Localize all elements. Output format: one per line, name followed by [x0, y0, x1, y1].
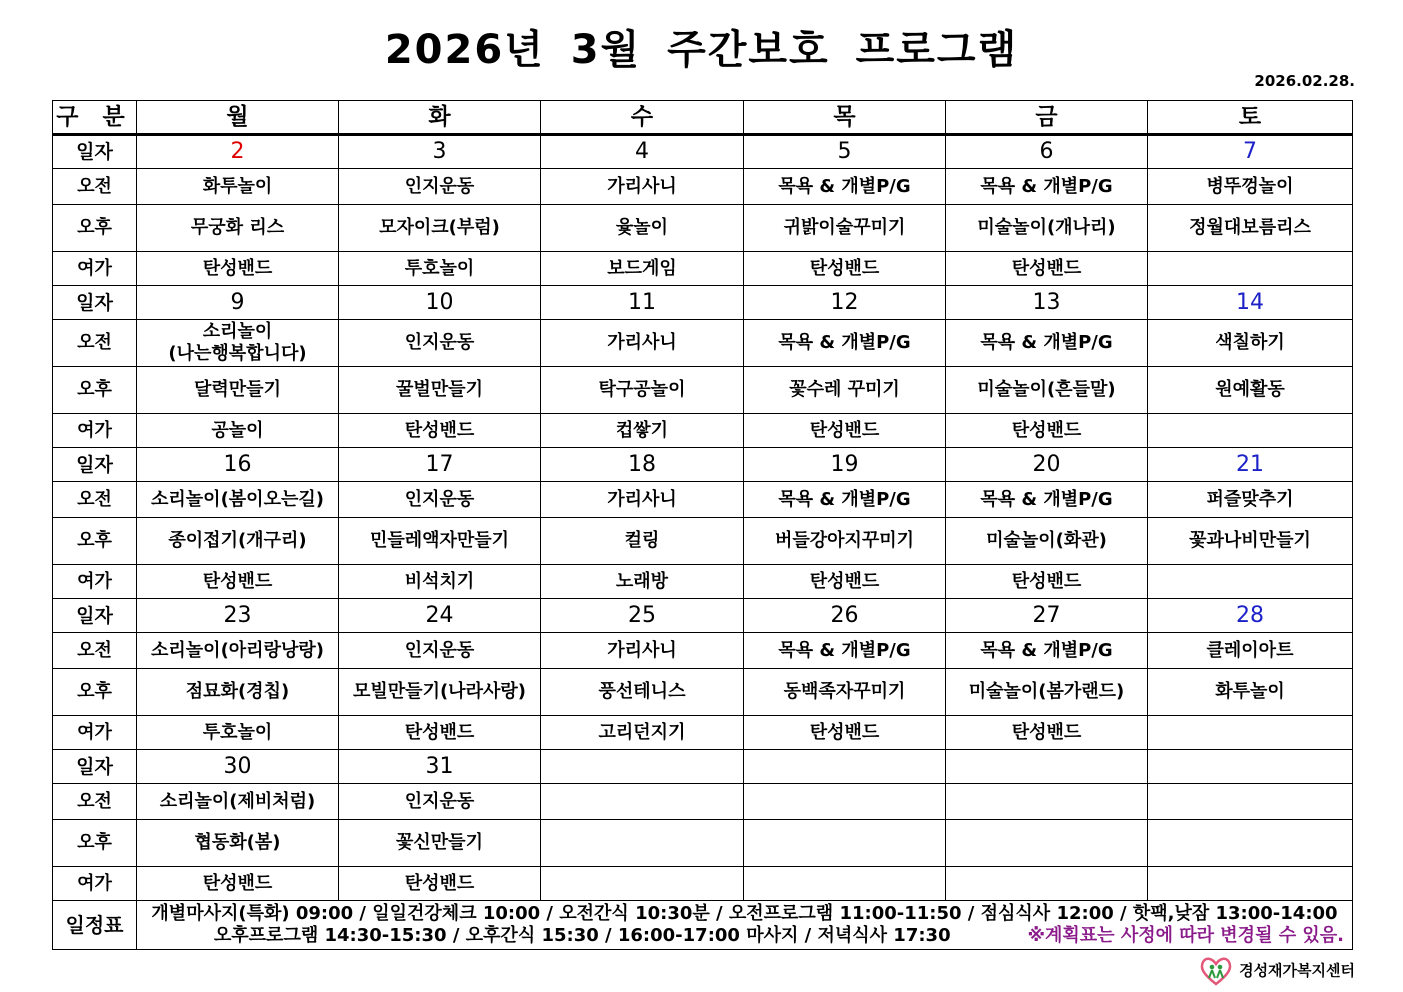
- am-activity-wed: 가리사니: [541, 633, 744, 669]
- week-5-day-row: [53, 750, 1353, 784]
- am-activity-fri: 목욕 & 개별P/G: [946, 482, 1148, 518]
- pm-activity-fri: [946, 820, 1148, 867]
- am-activity-sat: 색칠하기: [1148, 320, 1353, 367]
- am-activity-sat: 클레이아트: [1148, 633, 1353, 669]
- header-day-sat: 토: [1148, 101, 1353, 135]
- date-thu: [744, 750, 946, 784]
- date-wed: 11: [541, 286, 744, 320]
- pm-activity-wed: [541, 820, 744, 867]
- leisure-activity-thu: 탄성밴드: [744, 565, 946, 599]
- leisure-activity-fri: 탄성밴드: [946, 716, 1148, 750]
- leisure-activity-mon: 탄성밴드: [137, 252, 339, 286]
- row-label-schedule: 일정표: [53, 901, 137, 950]
- leisure-activity-mon: 투호놀이: [137, 716, 339, 750]
- am-activity-mon: 화투놀이: [137, 169, 339, 205]
- pm-activity-sat: 정월대보름리스: [1148, 205, 1353, 252]
- date-mon: 2: [137, 135, 339, 169]
- header-category: 구 분: [53, 101, 137, 135]
- leisure-activity-sat: [1148, 252, 1353, 286]
- am-activity-wed: 가리사니: [541, 169, 744, 205]
- issue-date: 2026.02.28.: [1254, 72, 1355, 90]
- date-thu: 26: [744, 599, 946, 633]
- heart-people-logo-icon: [1199, 956, 1233, 986]
- schedule-line-2-text: 오후프로그램 14:30-15:30 / 오후간식 15:30 / 16:00-17:00 마사지 / 저녁식사 17:30: [213, 925, 951, 946]
- date-fri: 13: [946, 286, 1148, 320]
- pm-activity-tue: 꽃신만들기: [339, 820, 541, 867]
- week-5-pm-row: [53, 820, 1353, 867]
- leisure-activity-tue: 투호놀이: [339, 252, 541, 286]
- change-warning: ※계획표는 사정에 따라 변경될 수 있음.: [1027, 925, 1344, 946]
- schedule-notes-row: [53, 901, 1353, 950]
- week-1-pm-row: [53, 205, 1353, 252]
- row-label-pm: 오후: [53, 518, 137, 565]
- date-wed: 4: [541, 135, 744, 169]
- week-2-pm-row: [53, 367, 1353, 414]
- am-activity-fri: 목욕 & 개별P/G: [946, 169, 1148, 205]
- date-fri: 20: [946, 448, 1148, 482]
- row-label-leisure: 여가: [53, 867, 137, 901]
- leisure-activity-thu: 탄성밴드: [744, 252, 946, 286]
- org-footer: [1199, 956, 1355, 986]
- am-activity-fri: 목욕 & 개별P/G: [946, 320, 1148, 367]
- week-2-am-row: [53, 320, 1353, 367]
- header-day-tue: 화: [339, 101, 541, 135]
- week-1-day-row: [53, 135, 1353, 169]
- date-fri: 27: [946, 599, 1148, 633]
- am-activity-tue: 인지운동: [339, 169, 541, 205]
- row-label-am: 오전: [53, 784, 137, 820]
- pm-activity-fri: 미술놀이(흔들말): [946, 367, 1148, 414]
- pm-activity-mon: 점묘화(경칩): [137, 669, 339, 716]
- am-activity-wed: 가리사니: [541, 482, 744, 518]
- pm-activity-wed: 컬링: [541, 518, 744, 565]
- am-activity-thu: 목욕 & 개별P/G: [744, 482, 946, 518]
- am-activity-tue: 인지운동: [339, 482, 541, 518]
- am-activity-fri: 목욕 & 개별P/G: [946, 633, 1148, 669]
- am-activity-tue: 인지운동: [339, 320, 541, 367]
- pm-activity-mon: 달력만들기: [137, 367, 339, 414]
- pm-activity-sat: 원예활동: [1148, 367, 1353, 414]
- header-day-mon: 월: [137, 101, 339, 135]
- week-4-leisure-row: [53, 716, 1353, 750]
- pm-activity-mon: 무궁화 리스: [137, 205, 339, 252]
- org-name: 경성재가복지센터: [1239, 961, 1355, 980]
- row-label-am: 오전: [53, 320, 137, 367]
- am-activity-tue: 인지운동: [339, 784, 541, 820]
- leisure-activity-fri: 탄성밴드: [946, 414, 1148, 448]
- leisure-activity-wed: [541, 867, 744, 901]
- leisure-activity-tue: 탄성밴드: [339, 716, 541, 750]
- date-fri: [946, 750, 1148, 784]
- schedule-table: [52, 100, 1353, 950]
- row-label-pm: 오후: [53, 205, 137, 252]
- date-sat: 7: [1148, 135, 1353, 169]
- row-label-am: 오전: [53, 633, 137, 669]
- date-sat: [1148, 750, 1353, 784]
- date-tue: 17: [339, 448, 541, 482]
- am-activity-mon: 소리놀이(아리랑낭랑): [137, 633, 339, 669]
- leisure-activity-thu: 탄성밴드: [744, 414, 946, 448]
- pm-activity-wed: 탁구공놀이: [541, 367, 744, 414]
- am-activity-fri: [946, 784, 1148, 820]
- am-activity-sat: [1148, 784, 1353, 820]
- am-activity-sat: 병뚜껑놀이: [1148, 169, 1353, 205]
- date-thu: 5: [744, 135, 946, 169]
- pm-activity-thu: [744, 820, 946, 867]
- leisure-activity-wed: 보드게임: [541, 252, 744, 286]
- am-activity-wed: 가리사니: [541, 320, 744, 367]
- leisure-activity-mon: 탄성밴드: [137, 565, 339, 599]
- date-wed: [541, 750, 744, 784]
- am-activity-mon: 소리놀이(제비처럼): [137, 784, 339, 820]
- pm-activity-sat: 꽃과나비만들기: [1148, 518, 1353, 565]
- pm-activity-wed: 풍선테니스: [541, 669, 744, 716]
- am-activity-thu: 목욕 & 개별P/G: [744, 169, 946, 205]
- pm-activity-mon: 종이접기(개구리): [137, 518, 339, 565]
- date-wed: 18: [541, 448, 744, 482]
- week-5-am-row: [53, 784, 1353, 820]
- page-title: 2026년 3월 주간보호 프로그램: [384, 27, 1019, 73]
- date-tue: 24: [339, 599, 541, 633]
- am-activity-tue: 인지운동: [339, 633, 541, 669]
- pm-activity-sat: 화투놀이: [1148, 669, 1353, 716]
- pm-activity-tue: 모자이크(부럼): [339, 205, 541, 252]
- week-4-am-row: [53, 633, 1353, 669]
- date-tue: 10: [339, 286, 541, 320]
- date-sat: 21: [1148, 448, 1353, 482]
- am-activity-mon: 소리놀이 (나는행복합니다): [137, 320, 339, 367]
- date-sat: 28: [1148, 599, 1353, 633]
- leisure-activity-fri: 탄성밴드: [946, 252, 1148, 286]
- leisure-activity-tue: 비석치기: [339, 565, 541, 599]
- pm-activity-fri: 미술놀이(봄가랜드): [946, 669, 1148, 716]
- date-mon: 30: [137, 750, 339, 784]
- row-label-leisure: 여가: [53, 252, 137, 286]
- row-label-day: 일자: [53, 750, 137, 784]
- row-label-day: 일자: [53, 286, 137, 320]
- header-day-wed: 수: [541, 101, 744, 135]
- leisure-activity-mon: 탄성밴드: [137, 867, 339, 901]
- week-5-leisure-row: [53, 867, 1353, 901]
- date-mon: 9: [137, 286, 339, 320]
- leisure-activity-sat: [1148, 414, 1353, 448]
- date-tue: 31: [339, 750, 541, 784]
- date-fri: 6: [946, 135, 1148, 169]
- header-row: [53, 101, 1353, 135]
- date-tue: 3: [339, 135, 541, 169]
- schedule-line-2: [137, 925, 1352, 947]
- row-label-pm: 오후: [53, 367, 137, 414]
- week-4-pm-row: [53, 669, 1353, 716]
- leisure-activity-thu: [744, 867, 946, 901]
- am-activity-thu: 목욕 & 개별P/G: [744, 633, 946, 669]
- week-1-am-row: [53, 169, 1353, 205]
- date-sat: 14: [1148, 286, 1353, 320]
- leisure-activity-fri: 탄성밴드: [946, 565, 1148, 599]
- pm-activity-thu: 버들강아지꾸미기: [744, 518, 946, 565]
- pm-activity-fri: 미술놀이(화관): [946, 518, 1148, 565]
- week-4-day-row: [53, 599, 1353, 633]
- pm-activity-thu: 귀밝이술꾸미기: [744, 205, 946, 252]
- row-label-leisure: 여가: [53, 414, 137, 448]
- pm-activity-thu: 꽃수레 꾸미기: [744, 367, 946, 414]
- leisure-activity-thu: 탄성밴드: [744, 716, 946, 750]
- date-thu: 12: [744, 286, 946, 320]
- week-3-day-row: [53, 448, 1353, 482]
- pm-activity-tue: 민들레액자만들기: [339, 518, 541, 565]
- leisure-activity-sat: [1148, 716, 1353, 750]
- leisure-activity-wed: 노래방: [541, 565, 744, 599]
- header-day-thu: 목: [744, 101, 946, 135]
- pm-activity-mon: 협동화(봄): [137, 820, 339, 867]
- am-activity-sat: 퍼즐맞추기: [1148, 482, 1353, 518]
- pm-activity-fri: 미술놀이(개나리): [946, 205, 1148, 252]
- am-activity-wed: [541, 784, 744, 820]
- leisure-activity-wed: 컵쌓기: [541, 414, 744, 448]
- leisure-activity-sat: [1148, 867, 1353, 901]
- row-label-am: 오전: [53, 169, 137, 205]
- row-label-day: 일자: [53, 135, 137, 169]
- pm-activity-wed: 윷놀이: [541, 205, 744, 252]
- date-mon: 23: [137, 599, 339, 633]
- date-mon: 16: [137, 448, 339, 482]
- header-day-fri: 금: [946, 101, 1148, 135]
- week-1-leisure-row: [53, 252, 1353, 286]
- row-label-pm: 오후: [53, 669, 137, 716]
- week-3-am-row: [53, 482, 1353, 518]
- date-wed: 25: [541, 599, 744, 633]
- am-activity-mon: 소리놀이(봄이오는길): [137, 482, 339, 518]
- pm-activity-sat: [1148, 820, 1353, 867]
- am-activity-thu: 목욕 & 개별P/G: [744, 320, 946, 367]
- row-label-pm: 오후: [53, 820, 137, 867]
- schedule-line-1: 개별마사지(특화) 09:00 / 일일건강체크 10:00 / 오전간식 10:30분 / 오전프로그램 11:00-11:50 / 점심식사 12:00 / 핫팩,낮잠 13:00-14:00: [151, 903, 1338, 924]
- schedule-notes: [137, 901, 1353, 950]
- row-label-day: 일자: [53, 599, 137, 633]
- leisure-activity-fri: [946, 867, 1148, 901]
- pm-activity-thu: 동백족자꾸미기: [744, 669, 946, 716]
- pm-activity-tue: 모빌만들기(나라사랑): [339, 669, 541, 716]
- pm-activity-tue: 꿀벌만들기: [339, 367, 541, 414]
- week-3-pm-row: [53, 518, 1353, 565]
- leisure-activity-tue: 탄성밴드: [339, 867, 541, 901]
- am-activity-thu: [744, 784, 946, 820]
- leisure-activity-mon: 공놀이: [137, 414, 339, 448]
- leisure-activity-tue: 탄성밴드: [339, 414, 541, 448]
- week-3-leisure-row: [53, 565, 1353, 599]
- row-label-day: 일자: [53, 448, 137, 482]
- row-label-leisure: 여가: [53, 716, 137, 750]
- leisure-activity-wed: 고리던지기: [541, 716, 744, 750]
- leisure-activity-sat: [1148, 565, 1353, 599]
- row-label-am: 오전: [53, 482, 137, 518]
- date-thu: 19: [744, 448, 946, 482]
- schedule-body: [53, 101, 1353, 950]
- week-2-leisure-row: [53, 414, 1353, 448]
- row-label-leisure: 여가: [53, 565, 137, 599]
- week-2-day-row: [53, 286, 1353, 320]
